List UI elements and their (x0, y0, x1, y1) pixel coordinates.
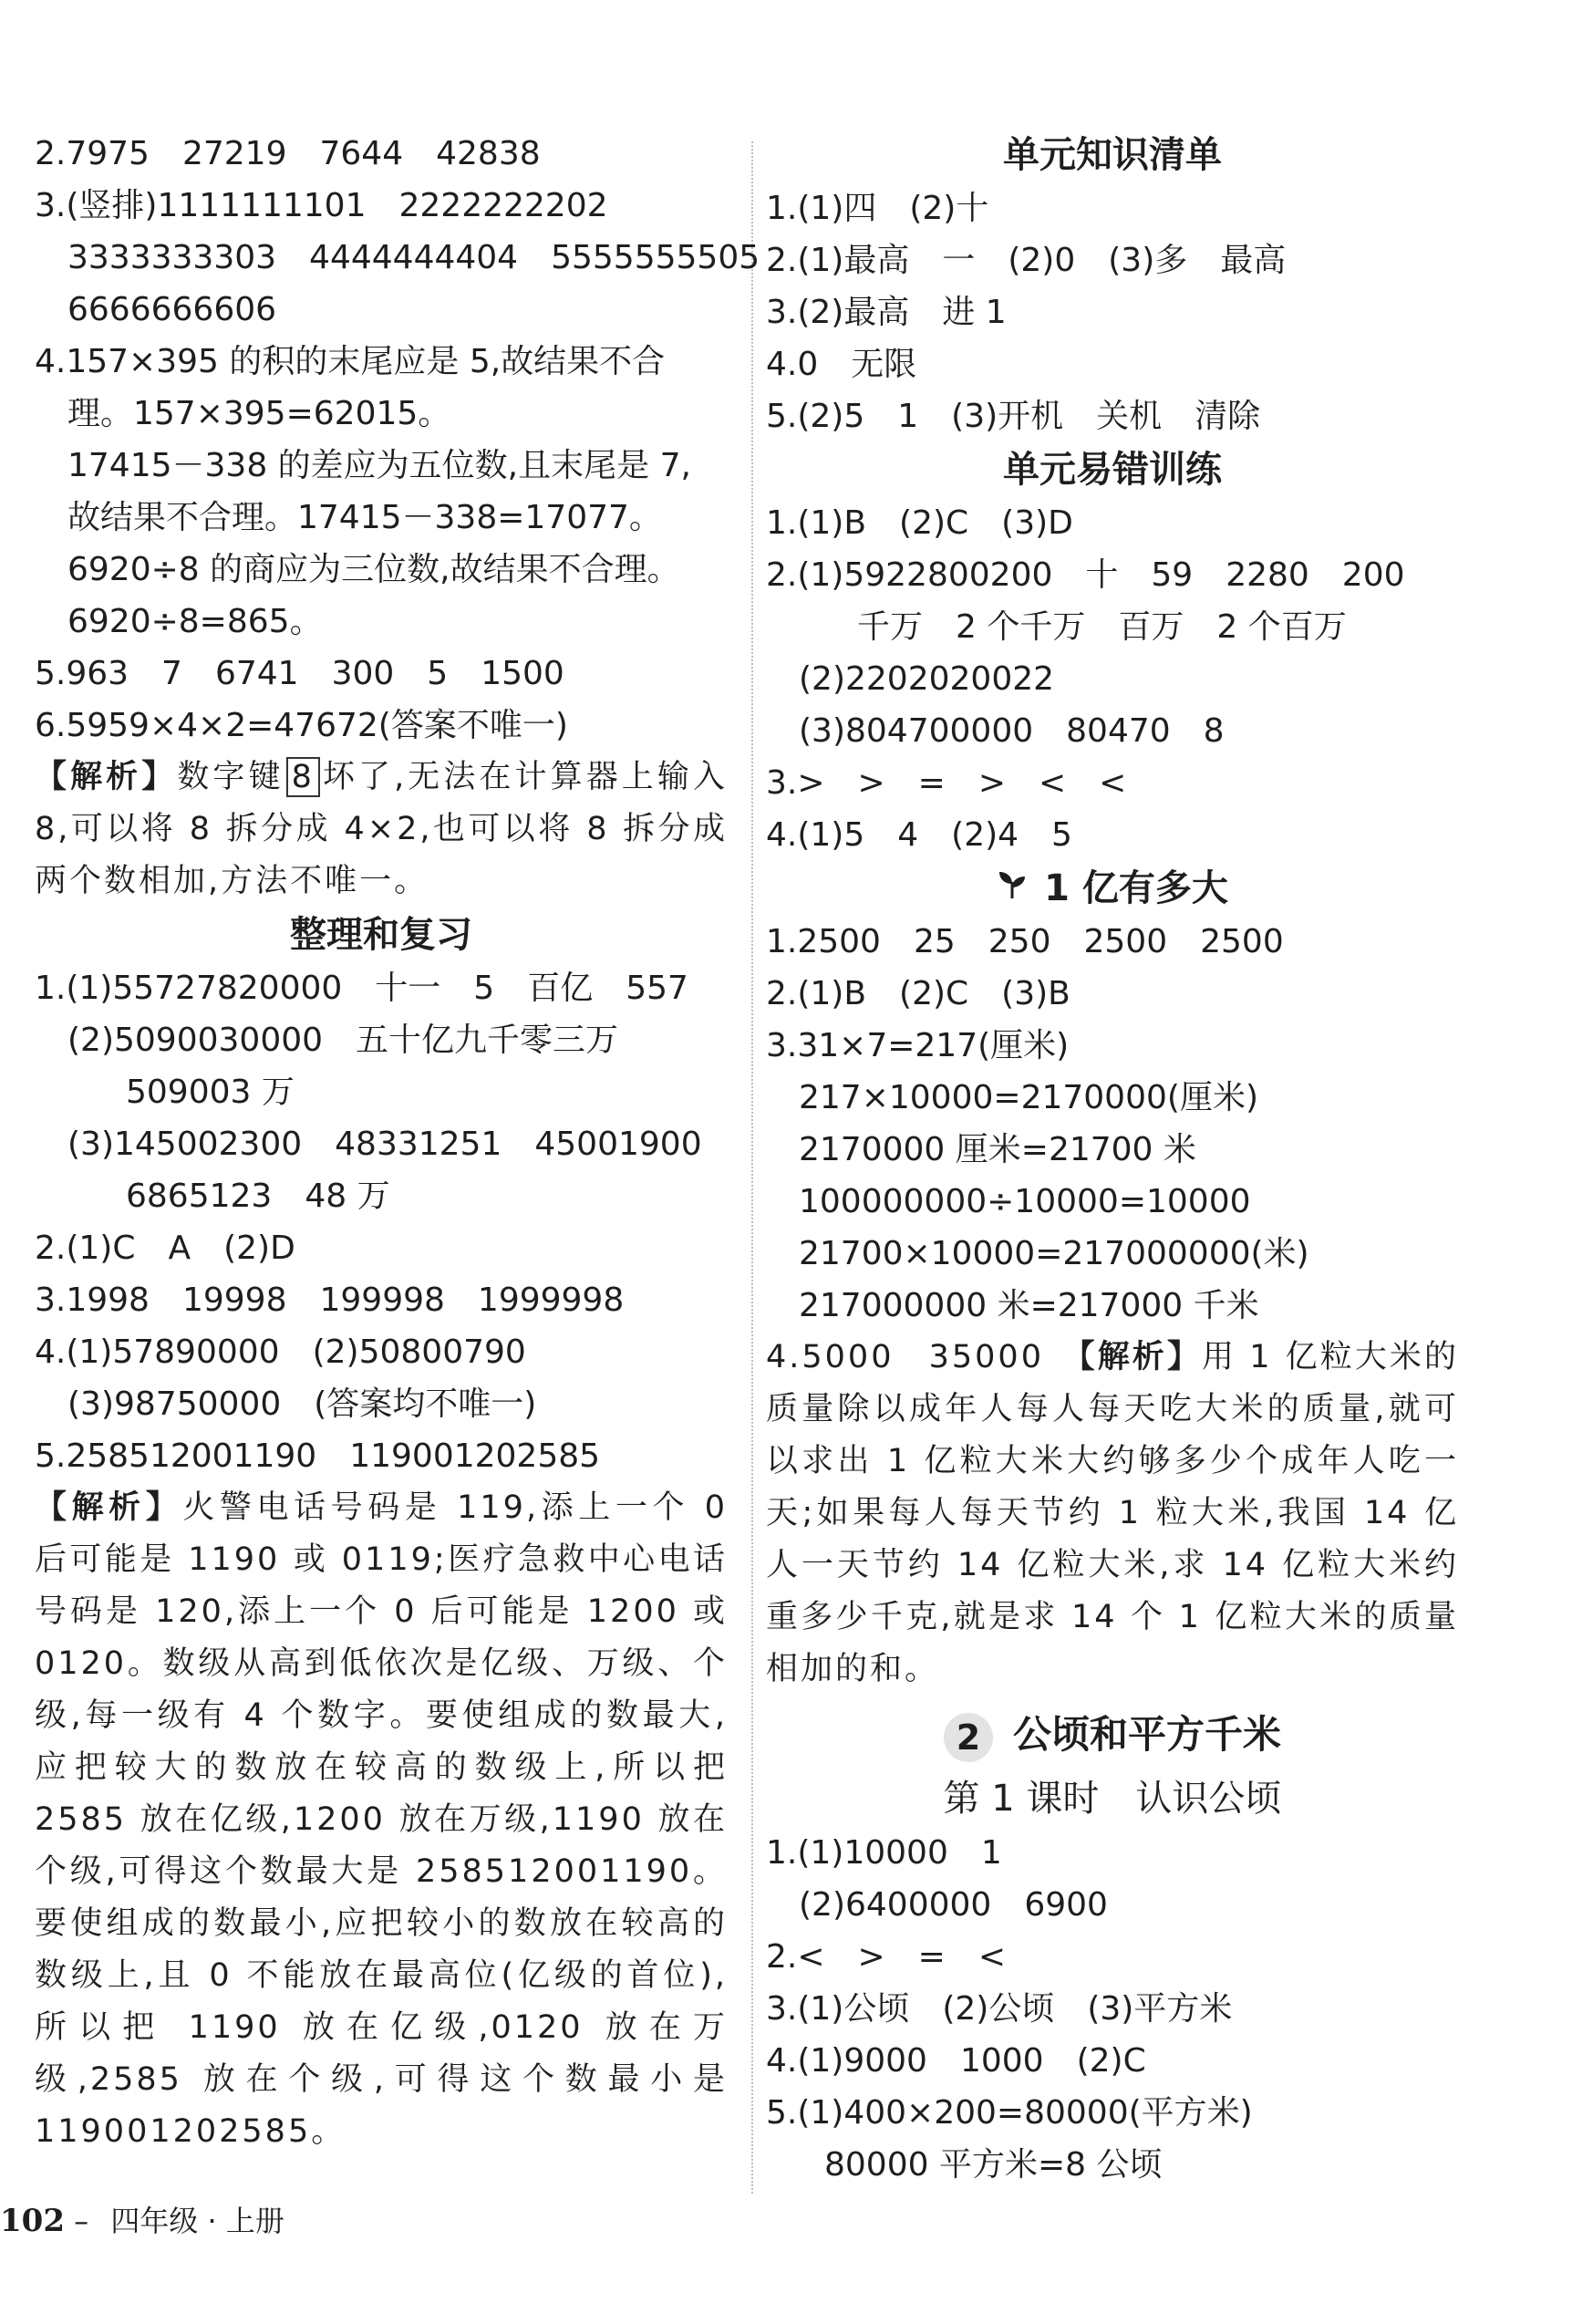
answer-line: 17415－338 的差应为五位数,且末尾是 7, (67, 447, 691, 484)
section-heading-review: 整理和复习 (290, 914, 472, 956)
answer-line: 3.(2)最高 进 1 (766, 294, 1007, 331)
answer-line: 2.< > = < (766, 1938, 1007, 1976)
left-column (35, 128, 760, 2158)
explanation-paragraph (35, 1482, 728, 2158)
sprout-leaf-icon (997, 861, 1028, 916)
answer-line: 6865123 48 万 (126, 1178, 390, 1215)
answer-line: (3)804700000 80470 8 (799, 712, 1225, 750)
answer-line: 6666666606 (67, 291, 277, 328)
answer-line: 理。157×395=62015。 (67, 395, 451, 432)
answer-line: 1.(1)55727820000 十一 5 百亿 557 (35, 970, 688, 1007)
explanation-text: 坏了,无法在计算器上输入 8,可以将 8 拆分成 4×2,也可以将 8 拆分成两个数相加,方法不唯一。 (35, 759, 728, 899)
section-heading-errors: 单元易错训练 (1003, 449, 1222, 491)
answer-line: 2170000 厘米=21700 米 (799, 1131, 1196, 1168)
answer-line: 1.2500 25 250 2500 2500 (766, 923, 1284, 960)
answer-line: 2.(1)5922800200 十 59 2280 200 (766, 556, 1405, 594)
lesson-heading: 第 1 课时 认识公顷 (943, 1778, 1282, 1820)
answer-line: 2.(1)C A (2)D (35, 1229, 295, 1267)
answer-line: 5.963 7 6741 300 5 1500 (35, 655, 564, 692)
explanation-text: 数字键 (177, 759, 284, 795)
explanation-paragraph (766, 1332, 1459, 1696)
boxed-key-digit: 8 (286, 757, 320, 797)
answer-line: (2)6400000 6900 (799, 1886, 1108, 1924)
unit-number-badge: 2 (944, 1713, 993, 1762)
page-number: 102 (0, 2203, 65, 2239)
answer-line: 4.(1)9000 1000 (2)C (766, 2042, 1146, 2080)
answer-line: 5.(2)5 1 (3)开机 关机 清除 (766, 398, 1261, 435)
answer-line: 2.(1)最高 一 (2)0 (3)多 最高 (766, 242, 1287, 279)
answer-line: 5.(1)400×200=80000(平方米) (766, 2094, 1253, 2132)
column-divider (751, 141, 753, 2194)
answer-line: 故结果不合理。17415－338=17077。 (67, 499, 662, 536)
answer-line: (2)2202020022 (799, 660, 1055, 698)
answer-line: 5.258512001190 119001202585 (35, 1437, 601, 1475)
answer-line: 4.157×395 的积的末尾应是 5,故结果不合 (35, 343, 666, 380)
answer-line: 4.(1)57890000 (2)50800790 (35, 1333, 526, 1371)
answer-line: 100000000÷10000=10000 (799, 1183, 1251, 1220)
answer-line: 3.(竖排)1111111101 2222222202 (35, 187, 608, 224)
answer-line: 千万 2 个千万 百万 2 个百万 (857, 608, 1347, 646)
answer-line: (2)5090030000 五十亿九千零三万 (67, 1022, 619, 1059)
answer-line: 217×10000=2170000(厘米) (799, 1079, 1258, 1116)
book-label: 四年级 · 上册 (110, 2204, 284, 2238)
answer-line: 21700×10000=217000000(米) (799, 1235, 1309, 1272)
explanation-tag: 【解析】 (35, 1489, 183, 1526)
unit-heading (766, 1703, 1459, 1770)
answer-line: 1.(1)四 (2)十 (766, 190, 989, 227)
answer-line: 2.(1)B (2)C (3)B (766, 975, 1070, 1012)
answer-line: 1.(1)10000 1 (766, 1834, 1002, 1872)
answer-line: (3)98750000 (答案均不唯一) (67, 1385, 537, 1423)
answer-line: 3.1998 19998 199998 1999998 (35, 1281, 625, 1319)
answer-line: (3)145002300 48331251 45001900 (67, 1126, 702, 1163)
answer-line: 6920÷8 的商应为三位数,故结果不合理。 (67, 551, 680, 588)
answer-line: 217000000 米=217000 千米 (799, 1287, 1259, 1324)
page-footer (0, 2198, 284, 2244)
right-column (766, 128, 1459, 2191)
answer-line: 3333333303 4444444404 5555555505 (67, 239, 760, 276)
answer-line: 4.(1)5 4 (2)4 5 (766, 816, 1072, 854)
answer-line: 3.(1)公顷 (2)公顷 (3)平方米 (766, 1990, 1233, 2028)
answer-line: 1.(1)B (2)C (3)D (766, 504, 1073, 542)
answer-line: 6920÷8=865。 (67, 603, 323, 640)
explanation-paragraph (35, 752, 728, 908)
section-heading-yi (766, 861, 1459, 916)
answer-text: 4.5000 35000 (766, 1339, 1080, 1375)
explanation-tag: 【解析】 (1079, 1339, 1202, 1375)
section-heading-checklist: 单元知识清单 (1003, 134, 1222, 176)
answer-line: 4.0 无限 (766, 346, 917, 383)
footer-dash: – (74, 2204, 89, 2238)
heading-text: 1 亿有多大 (1044, 867, 1228, 909)
unit-title: 公顷和平方千米 (1012, 1712, 1281, 1757)
explanation-text: 用 1 亿粒大米的质量除以成年人每人每天吃大米的质量,就可以求出 1 亿粒大米大约够多少个成年人吃一天;如果每人每天节约 1 粒大米,我国 14 亿人一天节约 14 亿粒大米,求 14 亿粒大米约重多少千克,就是求 14 个 1 亿粒大米的质量相加的和。 (766, 1339, 1459, 1687)
answer-line: 3.> > = > < < (766, 764, 1127, 802)
explanation-text: 火警电话号码是 119,添上一个 0 后可能是 1190 或 0119;医疗急救中心电话号码是 120,添上一个 0 后可能是 1200 或 0120。数级从高到低依次是亿级、万级、个级,每一级有 4 个数字。要使组成的数最大,应把较大的数放在较高的数级上,所以把 2585 放在亿级,1200 放在万级,1190 放在个级,可得这个数最大是 258512001190。要使组成的数最小,应把较小的数放在较高的数级上,且 0 不能放在最高位(亿级的首位),所以把 1190 放在亿级,0120 放在万级,2585 放在个级,可得这个数最小是 119001202585。 (35, 1489, 728, 2150)
answer-line: 6.5959×4×2=47672(答案不唯一) (35, 707, 568, 744)
answer-line: 2.7975 27219 7644 42838 (35, 135, 541, 172)
answer-line: 3.31×7=217(厘米) (766, 1027, 1070, 1064)
answer-line: 80000 平方米=8 公顷 (824, 2146, 1163, 2184)
answer-line: 509003 万 (126, 1074, 295, 1111)
explanation-tag: 【解析】 (35, 759, 178, 795)
